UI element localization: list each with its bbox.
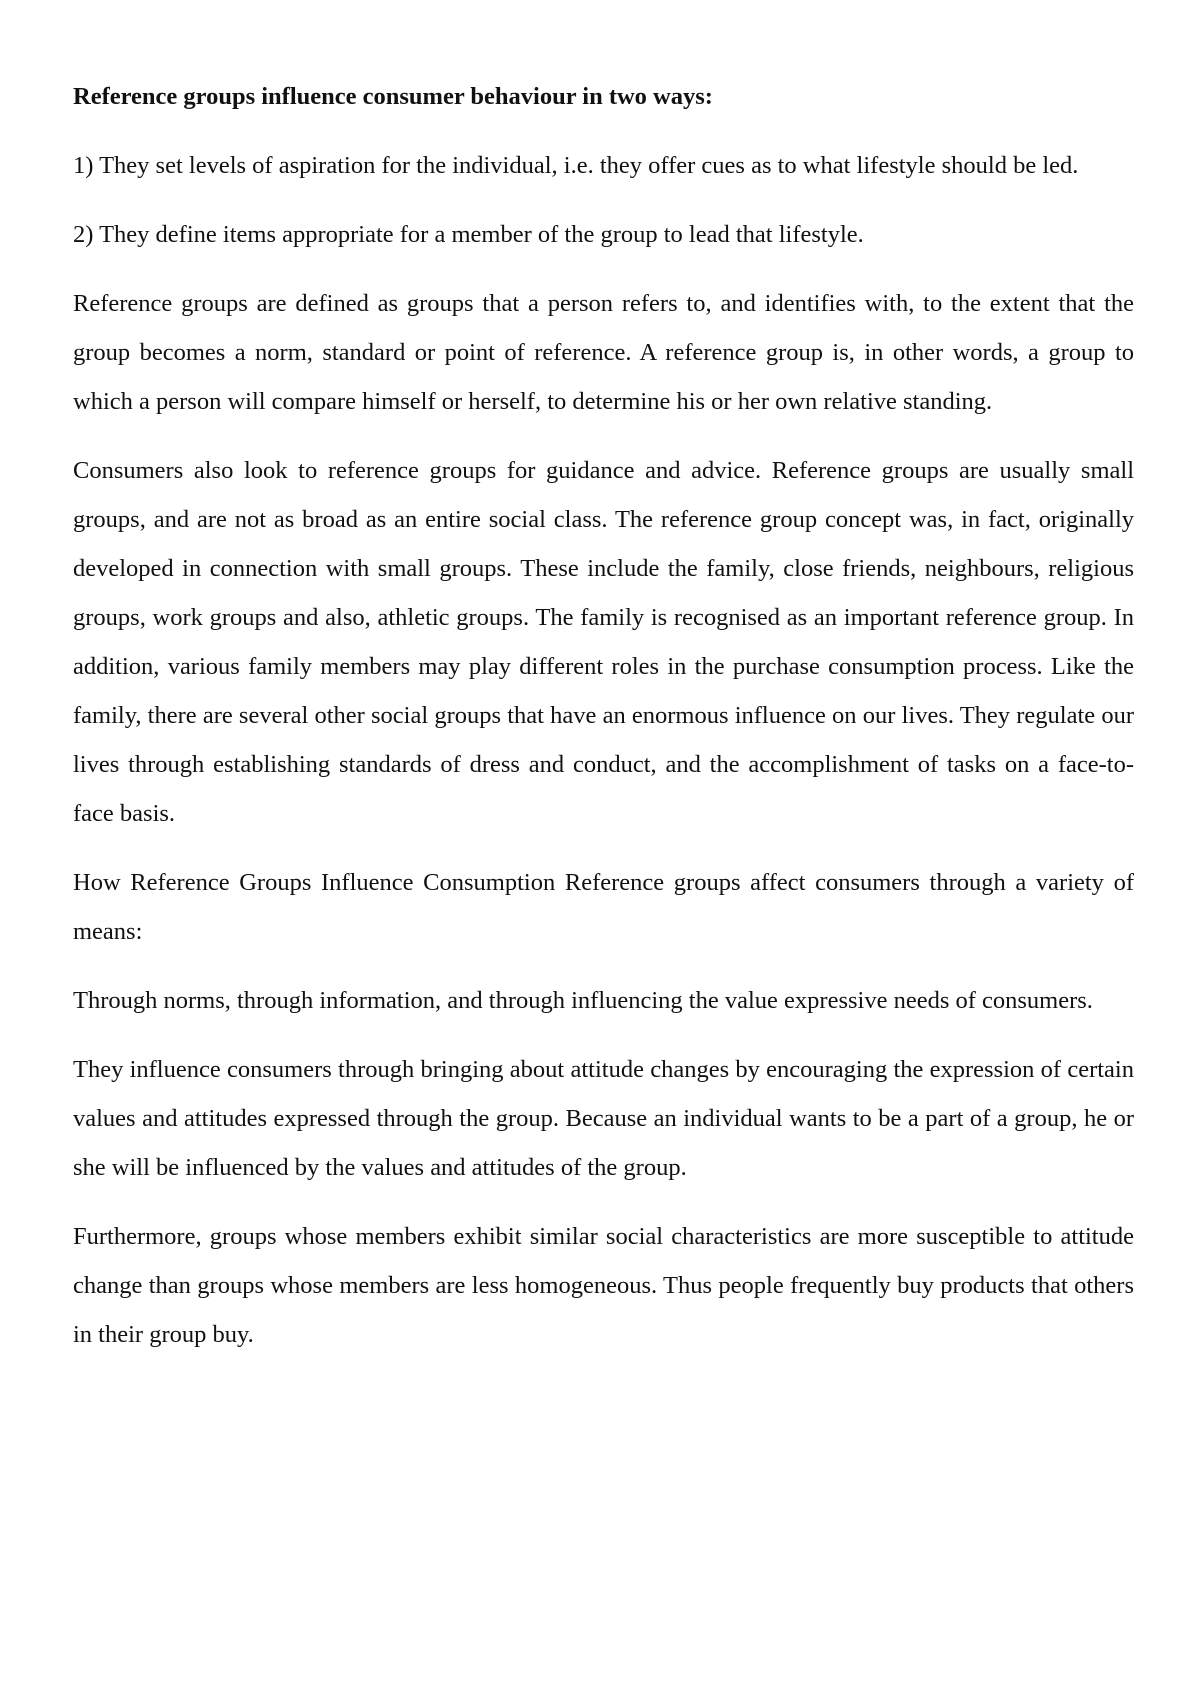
paragraph-influence-consumption: How Reference Groups Influence Consumption Reference groups affect consumers through a variety of means:	[73, 869, 1134, 945]
list-item-define-items: 2) They define items appropriate for a member of the group to lead that lifestyle.	[73, 221, 864, 248]
paragraph-homogeneous: Furthermore, groups whose members exhibit similar social characteristics are more susceptible to attitude change than groups whose members are less homogeneous. Thus people frequently buy products that others in their group buy.	[73, 1223, 1134, 1348]
paragraph-attitude-changes: They influence consumers through bringing about attitude changes by encouraging the expression of certain values and attitudes expressed through the group. Because an individual wants to be a part of a group, he or she will be influenced by the values and attitudes of the group.	[73, 1056, 1134, 1181]
paragraph-norms: Through norms, through information, and through influencing the value expressive needs of consumers.	[73, 987, 1093, 1014]
list-item-aspiration: 1) They set levels of aspiration for the individual, i.e. they offer cues as to what lifestyle should be led.	[73, 152, 1079, 179]
paragraph-definition: Reference groups are defined as groups that a person refers to, and identifies with, to the extent that the group becomes a norm, standard or point of reference. A reference group is, in other words, a group to which a person will compare himself or herself, to determine his or her own relative standing.	[73, 290, 1134, 415]
document-heading: Reference groups influence consumer behaviour in two ways:	[73, 83, 713, 110]
document-page	[73, 72, 1134, 1379]
paragraph-guidance: Consumers also look to reference groups for guidance and advice. Reference groups are usually small groups, and are not as broad as an entire social class. The reference group concept was, in fact, originally developed in connection with small groups. These include the family, close friends, neighbours, religious groups, work groups and also, athletic groups. The family is recognised as an important reference group. In addition, various family members may play different roles in the purchase consumption process. Like the family, there are several other social groups that have an enormous influence on our lives. They regulate our lives through establishing standards of dress and conduct, and the accomplishment of tasks on a face-to-face basis.	[73, 457, 1134, 827]
